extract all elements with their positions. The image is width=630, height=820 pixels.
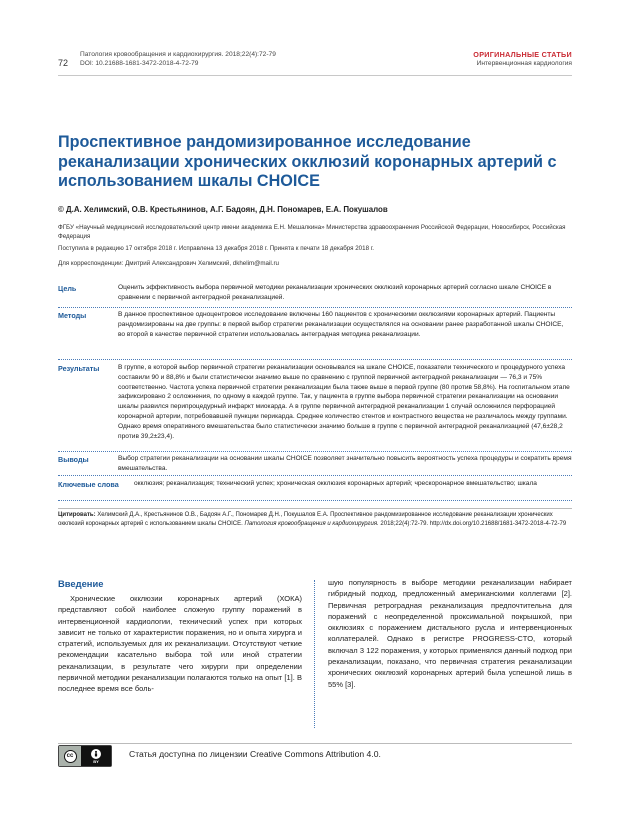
abstract-methods (58, 309, 572, 360)
column-divider (314, 580, 315, 728)
correspondence: Для корреспонденции: Дмитрий Александрович Хелимский, dkhelim@mail.ru (58, 260, 279, 267)
cc-icon: cc (64, 750, 77, 763)
doi[interactable]: DOI: 10.21688-1681-3472-2018-4-72-79 (80, 60, 199, 67)
section-label: Интервенционная кардиология (476, 60, 572, 67)
abstract-goal-label: Цель (58, 284, 77, 293)
by-panel (81, 746, 111, 766)
journal-info (80, 50, 276, 68)
license-text: Статья доступна по лицензии Creative Commons Attribution 4.0. (129, 749, 381, 759)
cc-by-badge[interactable] (58, 745, 112, 767)
footer-divider (58, 743, 572, 744)
journal-citation: Патология кровообращения и кардиохирургия. 2018;22(4):72-79 (80, 51, 276, 58)
abstract-methods-text: В данное проспективное одноцентровое исследование включены 160 пациентов с хроническими окклюзиями коронарных артерий. Пациенты рандомизированы на две группы: в первой выбор стратегии реканализации осуществлялся на основании ранее разработанной шкалы CHOICE, во второй в качестве первичной стратегии использовалась антеградная методика реканализации. (118, 311, 564, 338)
abstract-goal (58, 282, 572, 308)
received-dates: Поступила в редакцию 17 октября 2018 г. Исправлена 13 декабря 2018 г. Принята к печати 18 декабря 2018 г. (58, 245, 374, 252)
citation-ref[interactable]: 2018;22(4):72-79. http://dx.doi.org/10.21688/1681-3472-2018-4-72-79 (380, 520, 567, 527)
intro-left-column: Хронические окклюзии коронарных артерий (ХОКА) представляют собой наиболее сложную группу поражений в интервенционной кардиологии, технический успех при которых зависит не только от характеристик поражения, но и опыта хирурга и стратегий, используемых для их реканализации. Отсутствуют четкие рекомендации касательно выбора той или иной стратегии реканализации, в результате чего хирурги при определении первичной методики реканализации полагаются только на опыт [1]. В последнее время все боль- (58, 594, 302, 694)
citation-journal: Патология кровообращения и кардиохирургия. (244, 520, 379, 527)
citation-label: Цитировать: (58, 512, 96, 518)
affiliation: ФГБУ «Научный медицинский исследовательский центр имени академика Е.Н. Мешалкина» Министерства здравоохранения Российской Федерации, Новосибирск, Российская Федерация (58, 224, 566, 241)
cc-panel (59, 746, 81, 766)
abstract-conclusions-label: Выводы (58, 455, 89, 464)
abstract-keywords-text: окклюзия; реканализация; технический успех; хроническая окклюзия коронарных артерий; чрескоронарное вмешательство; шкала (134, 480, 537, 487)
citation (58, 511, 572, 528)
abstract-conclusions-text: Выбор стратегии реканализации на основании шкалы CHOICE позволяет значительно повысить вероятность успеха процедуры и сократить время вмешательства. (118, 455, 572, 472)
article-title: Проспективное рандомизированное исследование реканализации хронических окклюзий коронарных артерий с использованием шкалы CHOICE (58, 133, 557, 190)
intro-heading: Введение (58, 578, 104, 589)
header-divider (58, 75, 572, 76)
rubric-label: ОРИГИНАЛЬНЫЕ СТАТЬИ (473, 50, 572, 59)
page-number: 72 (58, 58, 69, 68)
abstract-methods-label: Методы (58, 311, 87, 320)
abstract-goal-text: Оценить эффективность выбора первичной методики реканализации хронических окклюзий коронарных артерий согласно шкале CHOICE в сравнении с первичной антеградной реканализацией. (118, 284, 552, 301)
person-icon (91, 749, 101, 759)
by-label: BY (93, 758, 99, 764)
citation-text: Хелимский Д.А., Крестьянинов О.В., Бадоян А.Г., Пономарев Д.Н., Покушалов Е.А. Проспективное рандомизированное исследование реканализации хронических окклюзий коронарных артерий с использованием шкалы CHOICE. (58, 512, 553, 527)
abstract-conclusions (58, 453, 572, 476)
authors: © Д.А. Хелимский, О.В. Крестьянинов, А.Г. Бадоян, Д.Н. Пономарев, Е.А. Покушалов (58, 205, 388, 214)
abstract-results (58, 362, 572, 452)
abstract-keywords (58, 478, 572, 501)
abstract-results-text: В группе, в которой выбор первичной стратегии реканализации основывался на шкале CHOICE, показатели технического и процедурного успеха составили 90 и 88,8% и были статистически значимо выше по сравнению с группой первичной антеградной реканализации — 76,3 и 75% соответственно. Частота успеха первичной стратегии реканализации была также выше в первой группе (80 против 58,8%). На госпитальном этапе зафиксировано 2 осложнения, по одному в каждой группе. Так, у пациента в группе выбора первичной стратегии реканализации на основании шкалы развился перипроцедурный инфаркт миокарда. А в группе первичной антеградной реканализации 1 случай осложнился перфорацией коронарной артерии, потребовавшей пункции перикарда. Среднее количество стентов и контрастного вещества не различалось между группами. Однако время оперативного вмешательства было статистически значимо больше в группе с первичной антеградной реканализацией (47,6±28,2 против 39,2±23,4). (118, 364, 570, 440)
rubric-block (473, 50, 572, 68)
intro-right-column: шую популярность в выборе методики реканализации набирает гибридный подход, предложенный американскими коллегами [2]. Первичная ретроградная реканализация предпочтительна для поражений с неопределенной проксимальной покрышкой, при окклюзиях с поражением дистального русла и интервенционных коллатералей. Однако в регистре PROGRESS-CTO, который включал 3 122 поражения, у которых применялся данный подход при реканализации, показано, что первичная стратегия реканализации хронических окклюзий коронарных артерий была успешной лишь в 55% [3]. (328, 578, 572, 689)
abstract-results-label: Результаты (58, 364, 100, 373)
abstract-keywords-label: Ключевые слова (58, 480, 119, 489)
citation-divider (58, 508, 572, 509)
